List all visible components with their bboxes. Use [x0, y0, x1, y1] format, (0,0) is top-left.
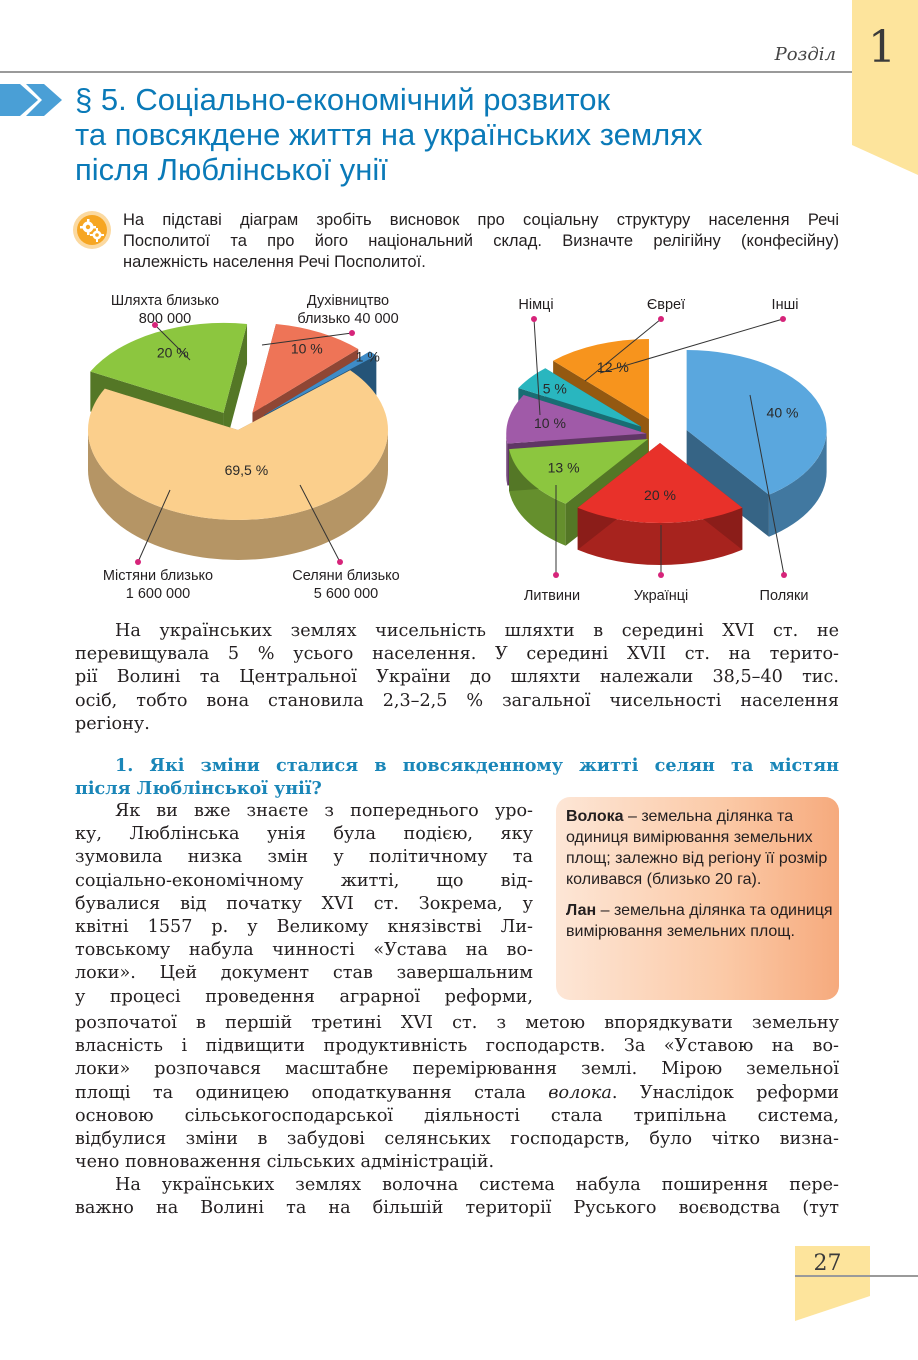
heading-line: 1. Які зміни сталися в повсякденному житті селян та містян	[115, 755, 839, 776]
text-segment: площі та одиницею оподаткування стала	[75, 1082, 549, 1103]
callout-dot	[337, 559, 343, 565]
text-line	[75, 1082, 839, 1105]
paragraph	[75, 800, 533, 1009]
text-line: соціально-економічному житті, що від-	[75, 870, 533, 891]
text-line: локи» розпочався масштабне перемірювання землі. Мірою земельної	[75, 1059, 839, 1080]
gears-icon	[72, 210, 112, 250]
definition-item	[566, 900, 834, 942]
callout-value: близько 40 000	[297, 311, 399, 327]
text-line: основою сільськогосподарської діяльності стала трипільна система,	[75, 1105, 839, 1126]
text-line: товському набула чинності «Устава на во-	[75, 940, 533, 961]
text-line: власність і підвищити продуктивність господарств. За «Уставою на во-	[75, 1036, 839, 1057]
double-chevron-icon	[0, 80, 70, 120]
text-line: На українських землях волочна система набула поширення пере-	[115, 1175, 839, 1195]
text-line: бувалися від початку XVI ст. Зокрема, у	[75, 893, 533, 914]
callout-value: 1 600 000	[125, 586, 191, 602]
page-number: 27	[813, 1251, 842, 1276]
title-line: після Люблінської унії	[75, 152, 388, 187]
callout-label: Духівництво	[306, 293, 390, 309]
title-line: та повсякдене життя на українських землях	[75, 117, 703, 152]
page-title	[75, 82, 815, 187]
callout-dot	[349, 330, 355, 336]
text-line: локи». Цей документ став завершальним	[75, 963, 533, 984]
definition-term: Лан	[566, 902, 597, 919]
slice-label: 10 %	[290, 340, 323, 357]
callout-dot	[531, 316, 537, 322]
text-line: Як ви вже знаєте з попереднього уро-	[115, 801, 533, 821]
callout-dot	[780, 316, 786, 322]
text-line: розпочатої в першій третині XVI ст. з метою впорядкувати земельну	[75, 1013, 839, 1033]
text-line: регіону.	[75, 713, 150, 734]
subsection-heading	[75, 754, 839, 800]
task-text	[123, 210, 839, 273]
category-label: Поляки	[759, 588, 809, 604]
callout-dot	[781, 572, 787, 578]
text-line: зумовила низка змін у політичному та	[75, 847, 533, 868]
callout-label: Шляхта близько	[110, 293, 220, 309]
title-line: § 5. Соціально-економічний розвиток	[75, 82, 611, 117]
callout-label: Селяни близько	[292, 568, 400, 584]
slice-label: 10 %	[534, 415, 566, 432]
task-line: На підставі діаграм зробіть висновок про соціальну структуру населення Речі	[123, 211, 839, 229]
task-line: належність населення Речі Посполитої.	[123, 253, 426, 271]
section-label: Розділ	[774, 44, 836, 65]
definition-term: Волока	[566, 808, 624, 825]
slice-label: 20 %	[644, 487, 676, 503]
text-line: рії Волині та Центральної України до шляхти належали 38,5–40 тис.	[75, 667, 839, 688]
callout-dot	[658, 316, 664, 322]
callout-dot	[135, 559, 141, 565]
callout-label: Містяни близько	[102, 568, 214, 584]
text-segment: . Унаслідок реформи	[611, 1082, 839, 1103]
paragraph	[75, 620, 839, 736]
slice-label: 20 %	[156, 344, 189, 361]
slice-label: 1 %	[355, 348, 380, 365]
text-line: у процесі проведення аграрної реформи,	[75, 986, 533, 1007]
category-label: Українці	[633, 588, 689, 604]
category-label: Інші	[771, 297, 799, 313]
italic-term: волока	[548, 1082, 612, 1103]
paragraph	[75, 1012, 839, 1174]
slice-label: 12 %	[596, 358, 629, 375]
definition-text: – земельна ділянка та одиниця вимірювання земельних площ; залежно від регіону її розмір коливався (близько 20 га).	[566, 808, 828, 888]
text-line: осіб, тобто вона становила 2,3–2,5 % загальної чисельності населення	[75, 690, 839, 711]
text-line: відбулися зміни в забудові селянських господарств, було чітко визна-	[75, 1129, 839, 1150]
header-rule	[0, 71, 852, 73]
chapter-number: 1	[868, 22, 896, 73]
definition-item	[566, 806, 834, 890]
text-line: ку, Люблінська унія була подією, яку	[75, 824, 533, 845]
callout-dot	[553, 572, 559, 578]
charts-area	[0, 285, 918, 610]
text-line: На українських землях чисельність шляхти в середині XVI ст. не	[115, 621, 839, 641]
text-line: важно на Волині та на більшій території Руського воєводства (тут	[75, 1198, 839, 1219]
heading-line: після Люблінської унії?	[75, 778, 322, 800]
category-label: Євреї	[646, 297, 686, 313]
text-line: перевищувала 5 % усього населення. У середині XVII ст. на терито-	[75, 644, 839, 665]
slice-label: 5 %	[542, 380, 567, 397]
text-line: чено повноваження сільських адміністрацій.	[75, 1152, 495, 1173]
category-label: Литвини	[523, 588, 581, 604]
slice-label: 40 %	[766, 404, 799, 421]
task-line: Посполитої та про його національний склад. Визначте релігійну (конфесійну)	[123, 232, 839, 250]
paragraph	[75, 1174, 839, 1220]
slice-label: 13 %	[547, 459, 580, 476]
definitions	[566, 806, 834, 952]
slice-label: 69,5 %	[224, 462, 269, 479]
chart-social-structure	[88, 293, 400, 602]
callout-value: 5 600 000	[313, 586, 379, 602]
text-line: квітні 1557 р. у Великому князівстві Ли-	[75, 917, 533, 938]
chart-national-composition	[506, 297, 826, 604]
callout-value: 800 000	[138, 311, 192, 327]
category-label: Німці	[518, 297, 554, 313]
definition-text: – земельна ділянка та одиниця вимірювання земельних площ.	[566, 902, 833, 940]
callout-dot	[658, 572, 664, 578]
